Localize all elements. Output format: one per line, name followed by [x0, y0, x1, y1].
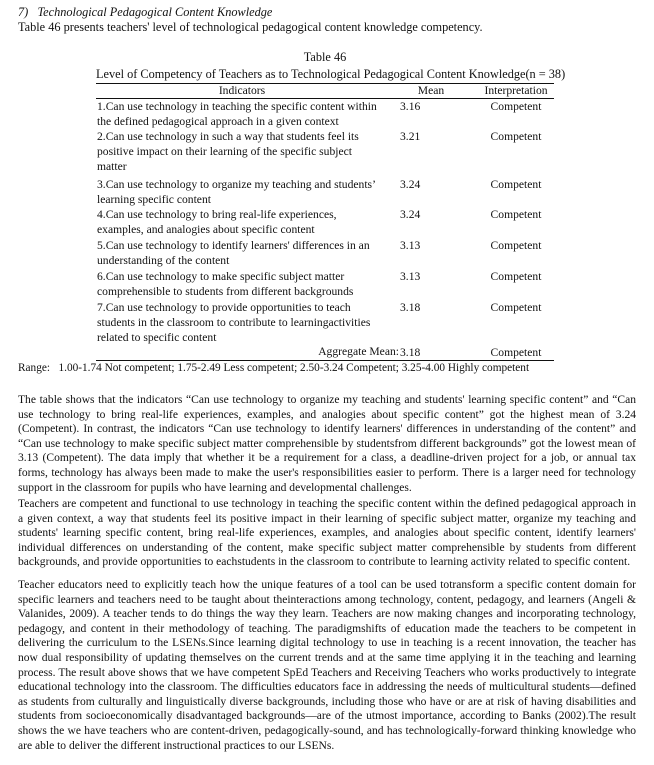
- paragraph-3: Teacher educators need to explicitly teach how the unique features of a tool can be used totransform a specific content domain for specific learners and teachers need to be taught about theinteractions among technology, content, pedagogy, and learners (Angeli & Valanides, 2009). A teacher tends to do things the way they learn. Teachers are now making changes and incorporating technology, pedagogy, and content in their methodology of teaching. The paradigmshifts of education made the teachers to be competent in delivering the curriculum to the LSENs.Since learning digital technology to use in teaching is a recent innovation, the teacher has now dual responsibility of updating themselves on the current trends and at the same time applying it in the teaching and learning process. The result above shows that we have competent SpEd Teachers and Receiving Teachers who works productively to integrate educational technology into the classroom. The difficulties educators face in addressing the needs of multicultural students—defined as students from culturally and linguistically diverse backgrounds, including those who have or are at risk of having disabilities and students from socioeconomically disadvantaged backgrounds—are of the utmost importance, according to Banks (2002).The result shows the we have teachers who are content-driven, pedagogically-sound, and has technologically-forward thinking knowledge who are able to deliver the different instructional practices to our LSENs.: [18, 579, 636, 752]
- intro-sentence: Table 46 presents teachers' level of technological pedagogical content knowledge competency.: [18, 20, 483, 34]
- row-6-interpretation: Competent: [490, 270, 542, 283]
- row-1-interpretation: Competent: [490, 100, 542, 113]
- aggregate-interpretation: Competent: [490, 346, 542, 359]
- row-5-interpretation: Competent: [490, 239, 542, 252]
- paragraph-1: The table shows that the indicators “Can use technology to organize my teaching and students' learning specific content” and “Can use technology to bring real-life experiences, examples, and analogies about specific content” got the highest mean of 3.24 (Competent). In contrast, the indicators “Can use technology to identify learners' differences in understanding of the content” and “Can use technology to make specific subject matter comprehensible by studentsfrom different backgrounds” got the lowest mean of 3.13 (Competent). The data imply that whether it be a requirement for a class, a deadline-driven project for a job, or annual tax forms, technology has always been made to make the user's responsibilities easier to perform. There is a larger need for technology support in the classroom for pupils who have learning and developmental challenges.: [18, 394, 636, 494]
- table-title: Level of Competency of Teachers as to Technological Pedagogical Content Knowledge(n = 38): [96, 67, 566, 81]
- row-1-indicator: 1.Can use technology in teaching the specific content within the defined pedagogical approach in a given context: [97, 100, 377, 128]
- aggregate-label: Aggregate Mean:: [318, 345, 399, 358]
- row-7-indicator: 7.Can use technology to provide opportunities to teach students in the classroom to contribute to learningactivities related to specific content: [97, 301, 371, 344]
- row-4-mean: 3.24: [400, 208, 421, 221]
- row-6-mean: 3.13: [400, 270, 421, 283]
- row-3-indicator: 3.Can use technology to organize my teaching and students’ learning specific content: [97, 178, 376, 206]
- aggregate-mean: 3.18: [400, 346, 421, 359]
- row-4-indicator: 4.Can use technology to bring real-life experiences, examples, and analogies about specific content: [97, 208, 337, 236]
- table-bottom-rule: [96, 360, 554, 361]
- row-6-indicator: 6.Can use technology to make specific subject matter comprehensible to students from different backgrounds: [97, 270, 354, 298]
- row-5-mean: 3.13: [400, 239, 421, 252]
- range-note: Range: 1.00-1.74 Not competent; 1.75-2.49 Less competent; 2.50-3.24 Competent; 3.25-4.00 Highly competent: [18, 362, 530, 374]
- row-7-mean: 3.18: [400, 301, 421, 314]
- row-5-indicator: 5.Can use technology to identify learners' differences in an understanding of the content: [97, 239, 370, 267]
- paragraph-2: Teachers are competent and functional to use technology in teaching the specific content within the defined pedagogical approach in a given context, a way that students feel its positive impact in their learning of specific subject matter, organize my teaching and students' learning specific content, bring real-life experiences, examples, and analogies about specific content, identify learners' individual differences on understanding of the content, make specific subject matter comprehensible by students from different backgrounds, and provide opportunities to eachstudents in the classroom to contribute to learning activity related to specific content.: [18, 498, 636, 569]
- row-2-interpretation: Competent: [490, 130, 542, 143]
- row-3-mean: 3.24: [400, 178, 421, 191]
- row-2-mean: 3.21: [400, 130, 421, 143]
- row-4-interpretation: Competent: [490, 208, 542, 221]
- section-heading: 7) Technological Pedagogical Content Knowledge: [18, 5, 273, 19]
- header-mean: Mean: [417, 84, 445, 97]
- row-1-mean: 3.16: [400, 100, 421, 113]
- row-3-interpretation: Competent: [490, 178, 542, 191]
- row-2-indicator: 2.Can use technology in such a way that students feel its positive impact on their learning of the specific subject matter: [97, 130, 359, 173]
- header-indicators: Indicators: [218, 84, 266, 97]
- row-7-interpretation: Competent: [490, 301, 542, 314]
- header-interpretation: Interpretation: [484, 84, 548, 97]
- table-number: Table 46: [303, 50, 347, 64]
